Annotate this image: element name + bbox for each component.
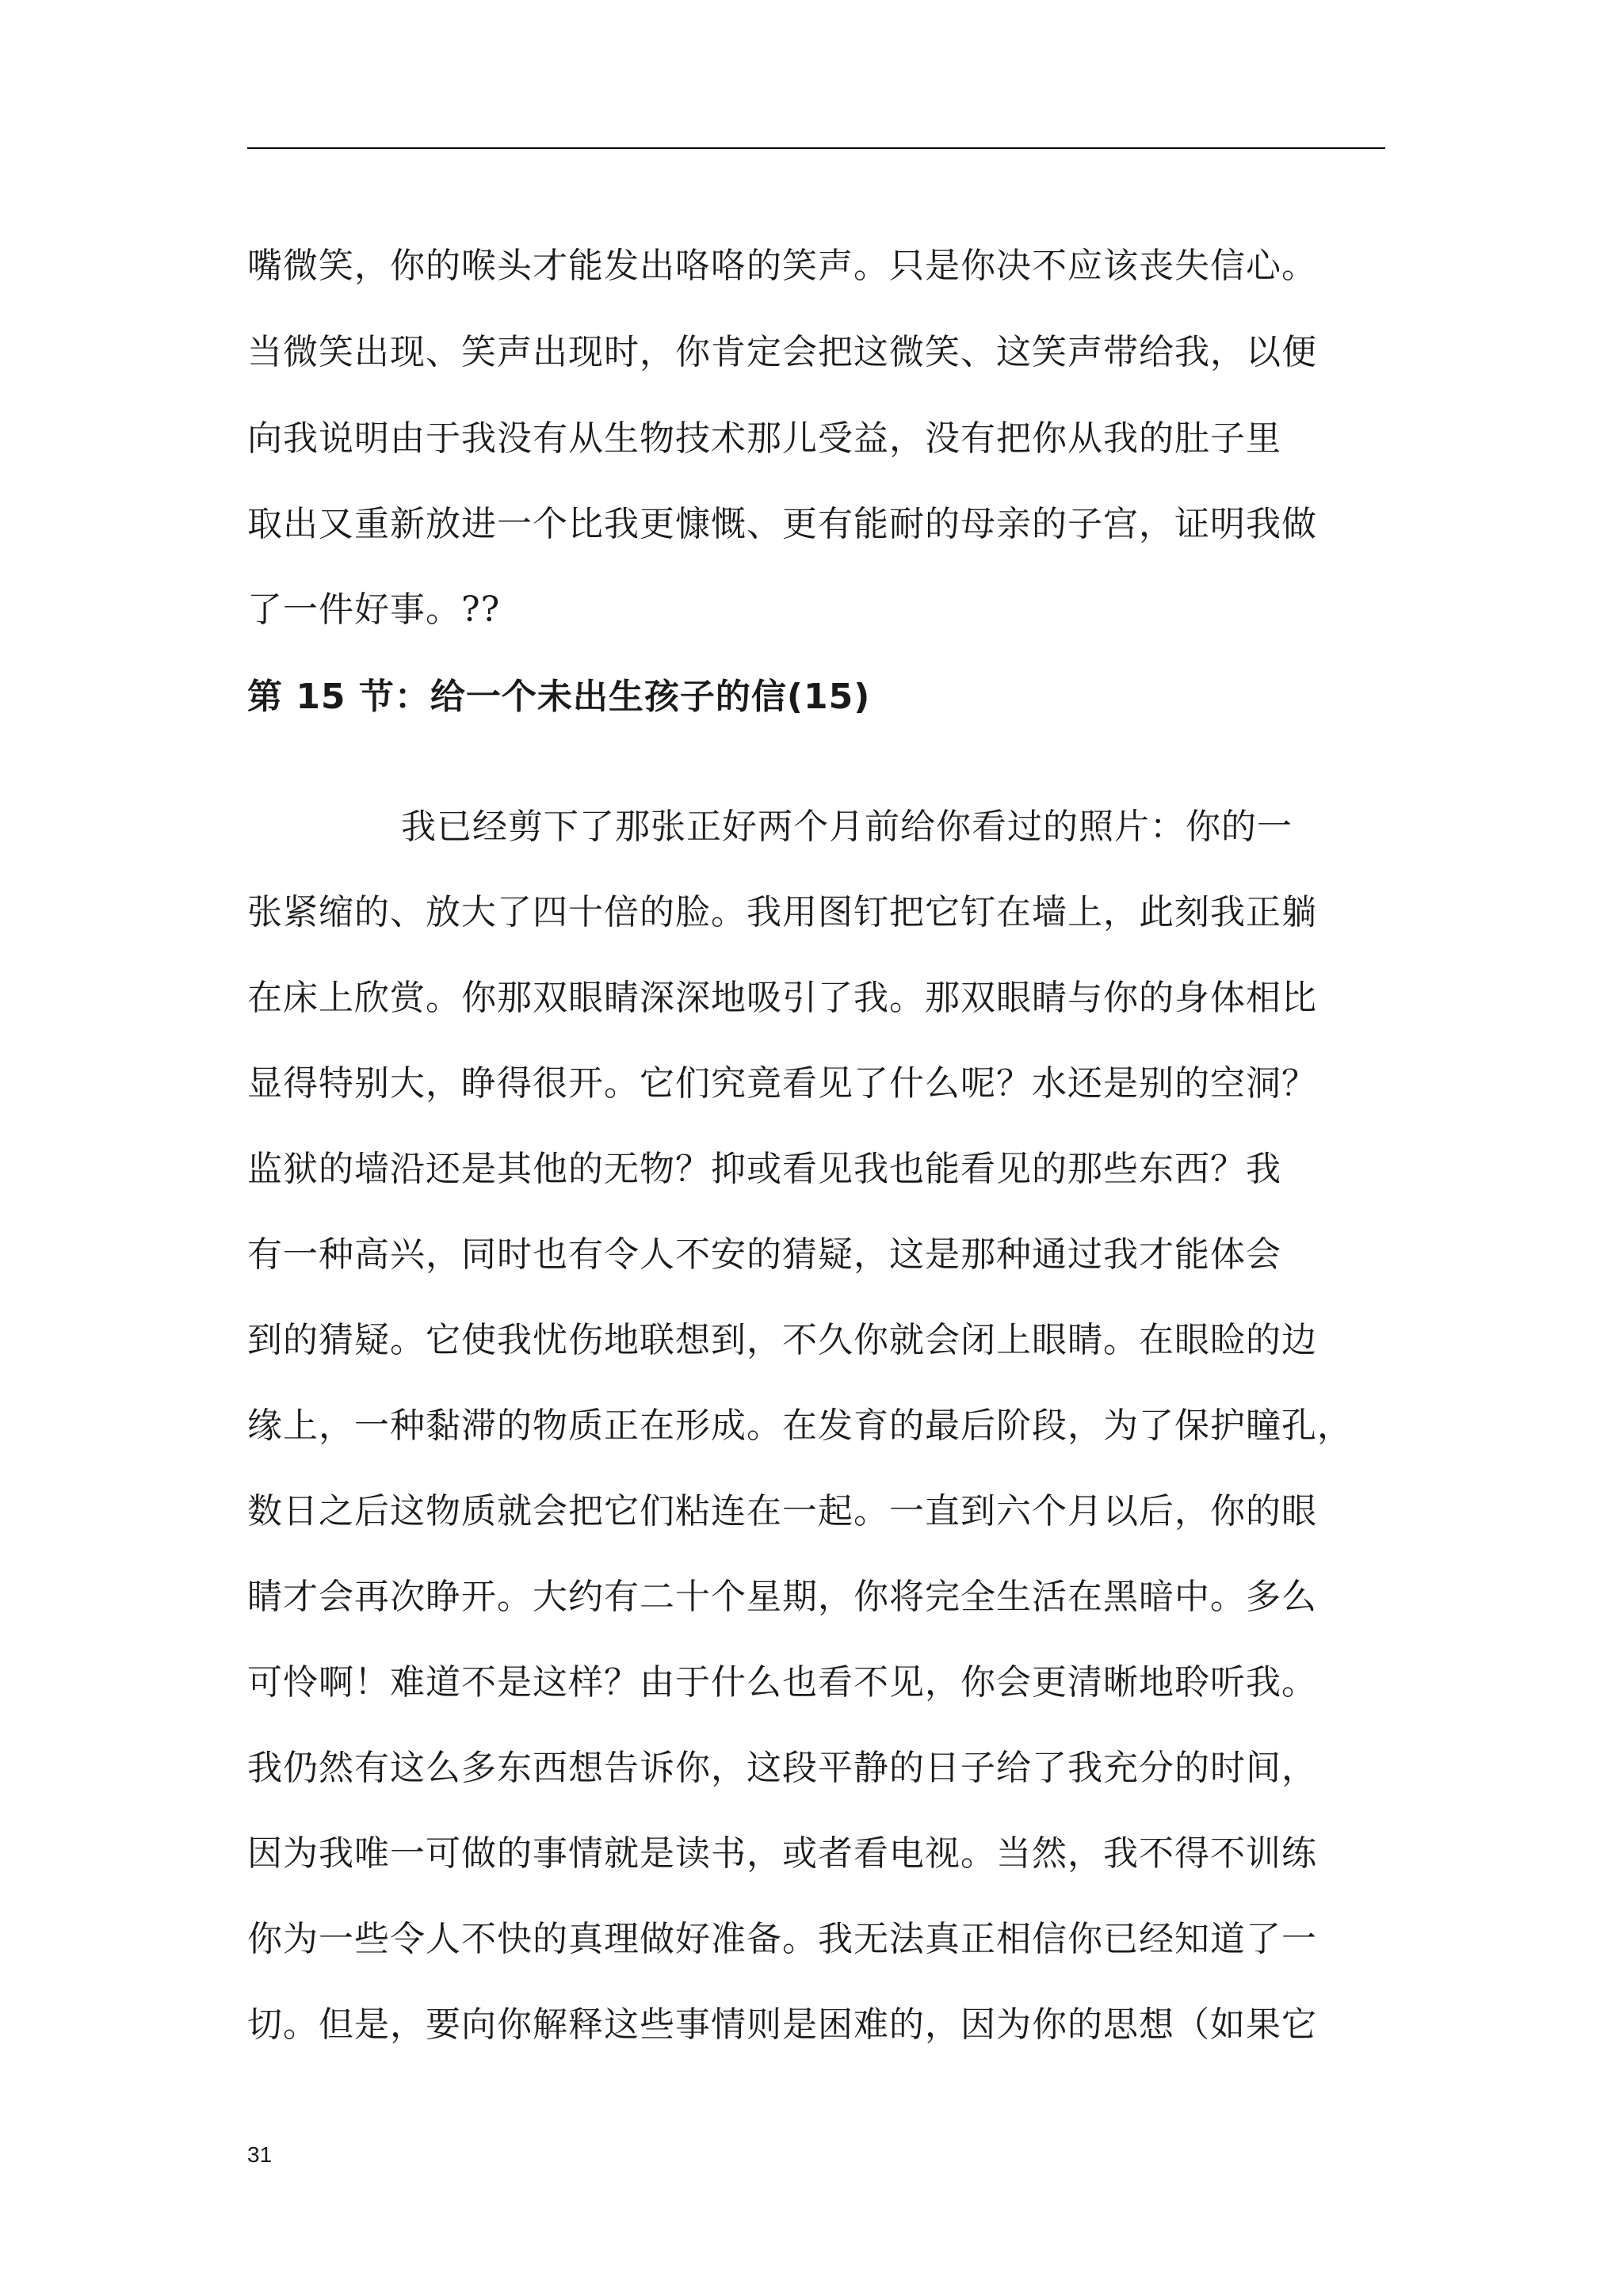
text-line: 因为我唯一可做的事情就是读书，或者看电视。当然，我不得不训练 xyxy=(247,1833,1317,1874)
text-line: 嘴微笑，你的喉头才能发出咯咯的笑声。只是你决不应该丧失信心。 xyxy=(247,246,1317,286)
text-line: 缘上，一种黏滞的物质正在形成。在发育的最后阶段，为了保护瞳孔， xyxy=(247,1405,1353,1446)
text-line: 切。但是，要向你解释这些事情则是困难的，因为你的思想（如果它 xyxy=(247,2004,1317,2045)
text-line: 有一种高兴，同时也有令人不安的猜疑，这是那种通过我才能体会 xyxy=(247,1234,1281,1275)
text-line: 向我说明由于我没有从生物技术那儿受益，没有把你从我的肚子里 xyxy=(247,418,1281,459)
text-line: 可怜啊！难道不是这样？由于什么也看不见，你会更清晰地聆听我。 xyxy=(247,1662,1317,1703)
text-line: 我仍然有这么多东西想告诉你，这段平静的日子给了我充分的时间， xyxy=(247,1748,1317,1788)
text-line: 睛才会再次睁开。大约有二十个星期，你将完全生活在黑暗中。多么 xyxy=(247,1577,1317,1617)
text-line: 数日之后这物质就会把它们粘连在一起。一直到六个月以后，你的眼 xyxy=(247,1491,1317,1531)
text-line: 显得特别大，睁得很开。它们究竟看见了什么呢？水还是别的空洞？ xyxy=(247,1063,1317,1104)
header-rule xyxy=(247,147,1385,149)
text-line: 了一件好事。?? xyxy=(247,589,501,630)
page-number: 31 xyxy=(247,2142,273,2167)
text-line: 你为一些令人不快的真理做好准备。我无法真正相信你已经知道了一 xyxy=(247,1919,1317,1959)
text-line: 在床上欣赏。你那双眼睛深深地吸引了我。那双眼睛与你的身体相比 xyxy=(247,978,1317,1018)
text-line: 张紧缩的、放大了四十倍的脸。我用图钉把它钉在墙上，此刻我正躺 xyxy=(247,892,1317,933)
text-line: 监狱的墙沿还是其他的无物？抑或看见我也能看见的那些东西？我 xyxy=(247,1149,1281,1189)
text-line: 当微笑出现、笑声出现时，你肯定会把这微笑、这笑声带给我，以便 xyxy=(247,332,1317,372)
text-line: 到的猜疑。它使我忧伤地联想到，不久你就会闭上眼睛。在眼睑的边 xyxy=(247,1320,1317,1360)
section-heading: 第 15 节：给一个未出生孩子的信(15) xyxy=(247,677,871,717)
text-line: 我已经剪下了那张正好两个月前给你看过的照片：你的一 xyxy=(401,807,1293,847)
text-line: 取出又重新放进一个比我更慷慨、更有能耐的母亲的子宫，证明我做 xyxy=(247,504,1317,544)
